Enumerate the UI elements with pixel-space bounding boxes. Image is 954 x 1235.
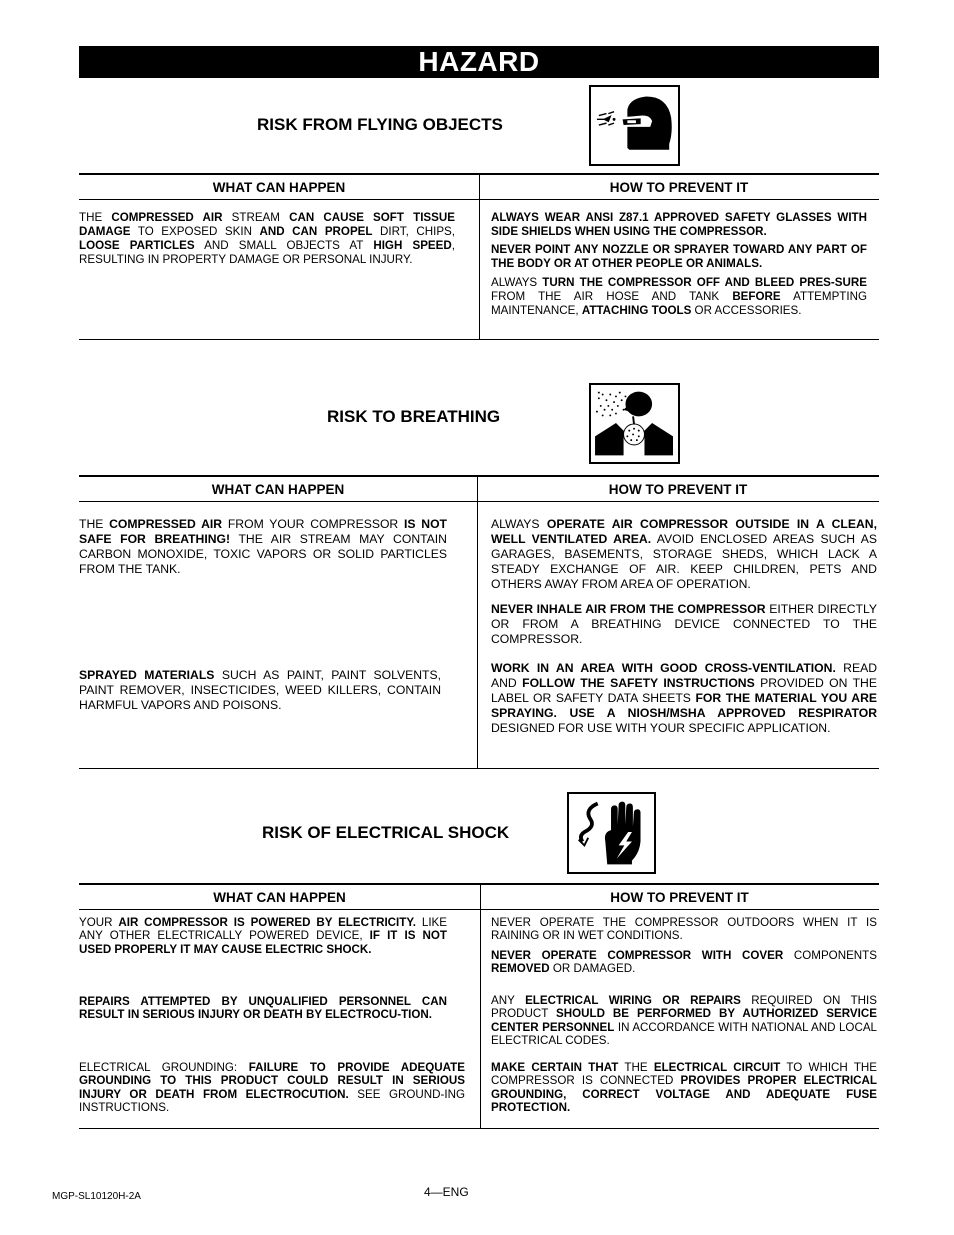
section-title-flying-objects: RISK FROM FLYING OBJECTS: [257, 115, 503, 134]
paragraph: ALWAYS OPERATE AIR COMPRESSOR OUTSIDE IN A CLEAN, WELL VENTILATED AREA. AVOID ENCLOSED AREAS SUCH AS GARAGES, BASEMENTS, STORAGE SHEDS, WHICH LACK A STEADY EXCHANGE OF AIR. KEEP CHILDREN, PETS AND OTHERS AWAY FROM AREA OF OPERATION.: [491, 517, 877, 591]
how-cell: [491, 211, 867, 318]
table-header: [79, 477, 879, 502]
column-divider: [479, 175, 480, 339]
hazard-table-flying-objects: [79, 173, 879, 340]
paragraph: ELECTRICAL GROUNDING: FAILURE TO PROVIDE ADEQUATE GROUNDING TO THIS PRODUCT COULD RESULT IN SERIOUS INJURY OR DEATH FROM ELECTROCUTION. SEE GROUND-ING INSTRUCTIONS.: [79, 1061, 465, 1114]
what-cell: [79, 211, 455, 267]
section-title-breathing: RISK TO BREATHING: [327, 407, 501, 426]
header-how-to-prevent: HOW TO PREVENT IT: [608, 482, 748, 497]
safety-glasses-hood-icon: [589, 85, 680, 166]
header-how-to-prevent: HOW TO PREVENT IT: [609, 180, 749, 195]
header-what-can-happen: WHAT CAN HAPPEN: [212, 180, 346, 195]
how-cell: [491, 517, 877, 736]
what-cell: [79, 517, 447, 577]
electric-shock-hand-icon: [567, 792, 656, 874]
paragraph: NEVER INHALE AIR FROM THE COMPRESSOR EITHER DIRECTLY OR FROM A BREATHING DEVICE CONNECTED TO THE COMPRESSOR.: [491, 602, 877, 646]
inhalation-hazard-icon: [589, 383, 680, 464]
paragraph: ANY ELECTRICAL WIRING OR REPAIRS REQUIRED ON THIS PRODUCT SHOULD BE PERFORMED BY AUTHORIZED SERVICE CENTER PERSONNEL IN ACCORDANCE WITH NATIONAL AND LOCAL ELECTRICAL CODES.: [491, 994, 877, 1047]
paragraph: NEVER OPERATE COMPRESSOR WITH COVER COMPONENTS REMOVED OR DAMAGED.: [491, 948, 877, 975]
section-title-electrical-shock: RISK OF ELECTRICAL SHOCK: [262, 823, 510, 842]
document-code: MGP-SL10120H-2A: [52, 1191, 141, 1202]
hazard-table-breathing: [79, 475, 879, 769]
what-cell: [79, 916, 447, 956]
table-header: [79, 885, 879, 910]
paragraph: NEVER OPERATE THE COMPRESSOR OUTDOORS WHEN IT IS RAINING OR IN WET CONDITIONS.: [491, 916, 877, 943]
paragraph: NEVER POINT ANY NOZZLE OR SPRAYER TOWARD ANY PART OF THE BODY OR AT OTHER PEOPLE OR ANIMALS.: [491, 243, 867, 270]
paragraph: THE COMPRESSED AIR FROM YOUR COMPRESSOR IS NOT SAFE FOR BREATHING! THE AIR STREAM MAY CONTAIN CARBON MONOXIDE, TOXIC VAPORS OR SOLID PARTICLES FROM THE TANK.: [79, 517, 447, 576]
how-cell: [491, 916, 877, 975]
paragraph: THE COMPRESSED AIR STREAM CAN CAUSE SOFT TISSUE DAMAGE TO EXPOSED SKIN AND CAN PROPEL DIRT, CHIPS, LOOSE PARTICLES AND SMALL OBJECTS AT HIGH SPEED, RESULTING IN PROPERTY DAMAGE OR PERSONAL INJURY.: [79, 211, 456, 266]
header-what-can-happen: WHAT CAN HAPPEN: [211, 482, 345, 497]
paragraph: ALWAYS WEAR ANSI Z87.1 APPROVED SAFETY GLASSES WITH SIDE SHIELDS WHEN USING THE COMPRESSOR.: [491, 211, 867, 238]
paragraph: REPAIRS ATTEMPTED BY UNQUALIFIED PERSONNEL CAN RESULT IN SERIOUS INJURY OR DEATH BY ELECTROCU-TION.: [79, 995, 447, 1022]
column-divider: [480, 885, 481, 1128]
paragraph: MAKE CERTAIN THAT THE ELECTRICAL CIRCUIT TO WHICH THE COMPRESSOR IS CONNECTED PROVIDES PROPER ELECTRICAL GROUNDING, CORRECT VOLTAGE AND ADEQUATE FUSE PROTECTION.: [491, 1061, 878, 1114]
what-cell: [79, 995, 447, 1022]
page-number: 4—ENG: [424, 1185, 469, 1199]
paragraph: YOUR AIR COMPRESSOR IS POWERED BY ELECTRICITY. LIKE ANY OTHER ELECTRICALLY POWERED DEVICE, IF IT IS NOT USED PROPERLY IT MAY CAUSE ELECTRIC SHOCK.: [79, 916, 448, 956]
column-divider: [477, 477, 478, 768]
paragraph: WORK IN AN AREA WITH GOOD CROSS-VENTILATION. READ AND FOLLOW THE SAFETY INSTRUCTIONS PROVIDED ON THE LABEL OR SAFETY DATA SHEETS FOR THE MATERIAL YOU ARE SPRAYING. USE A NIOSH/MSHA APPROVED RESPIRATOR DESIGNED FOR USE WITH YOUR SPECIFIC APPLICATION.: [491, 661, 878, 735]
header-how-to-prevent: HOW TO PREVENT IT: [610, 890, 749, 905]
hazard-banner: HAZARD: [79, 46, 879, 78]
what-cell: [79, 1061, 465, 1114]
paragraph: SPRAYED MATERIALS SUCH AS PAINT, PAINT SOLVENTS, PAINT REMOVER, INSECTICIDES, WEED KILLERS, CONTAIN HARMFUL VAPORS AND POISONS.: [79, 668, 441, 712]
what-cell: [79, 668, 441, 713]
how-cell: [491, 1061, 877, 1114]
how-cell: [491, 994, 877, 1047]
paragraph: ALWAYS TURN THE COMPRESSOR OFF AND BLEED PRES-SURE FROM THE AIR HOSE AND TANK BEFORE ATTEMPTING MAINTENANCE, ATTACHING TOOLS OR ACCESSORIES.: [491, 276, 867, 317]
hazard-table-electrical-shock: [79, 883, 879, 1129]
header-what-can-happen: WHAT CAN HAPPEN: [213, 890, 346, 905]
